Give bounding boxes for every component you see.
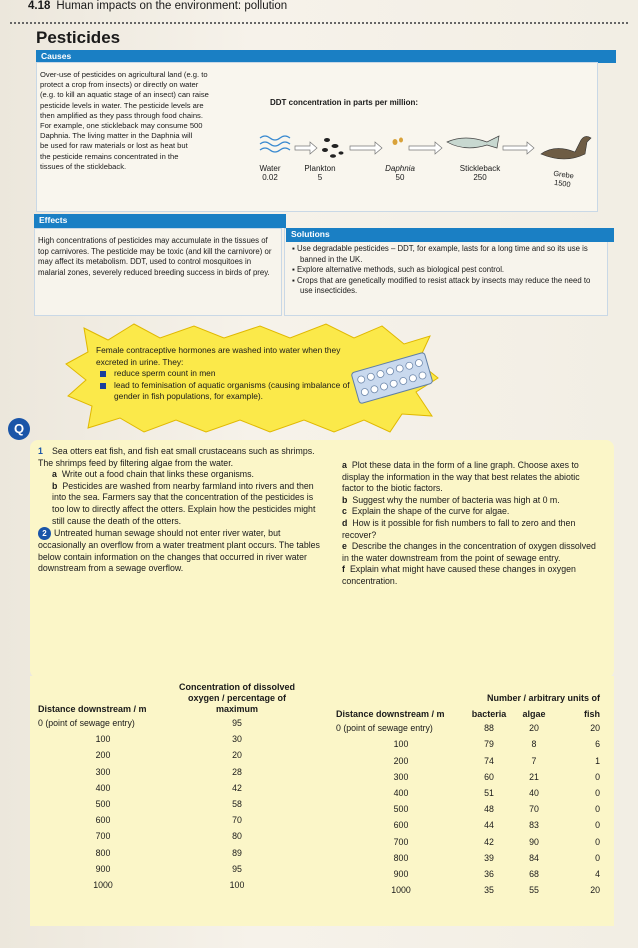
- causes-text: [40, 70, 272, 172]
- table-cell: 600: [393, 820, 409, 831]
- solution-item: ▪ Use degradable pesticides – DDT, for example, lasts for a long time and so its use is banned in the UK.: [292, 244, 588, 264]
- table-cell: 400: [95, 782, 111, 793]
- questions-right-column: [342, 460, 604, 588]
- table-cell: 42: [484, 836, 494, 847]
- causes-line: Daphnia. The living matter in the Daphnia will: [40, 131, 193, 141]
- table-cell: 0 (point of sewage entry): [38, 718, 135, 729]
- ddt-title: DDT concentration in parts per million:: [270, 98, 419, 107]
- causes-line: then amplified as they pass through food chains.: [40, 110, 203, 120]
- table-cell: 200: [393, 755, 409, 766]
- table-row: [336, 834, 600, 850]
- hormones-intro: Female contraceptive hormones are washed into water when they excreted in urine. They:: [96, 345, 341, 367]
- table-row: [38, 877, 306, 893]
- arrow-icon: [503, 142, 534, 154]
- table-cell: 51: [484, 788, 494, 799]
- table-row: [336, 736, 600, 752]
- table-cell: 0: [595, 836, 600, 847]
- table-cell: 48: [484, 804, 494, 815]
- chain-label-stickleback: [450, 164, 510, 182]
- table-cell: 0 (point of sewage entry): [336, 723, 433, 734]
- table-cell: 1: [595, 755, 600, 766]
- table-cell: 83: [529, 820, 539, 831]
- table-cell: 100: [95, 734, 111, 745]
- question-2b: b Suggest why the number of bacteria was high at 0 m.: [342, 494, 560, 505]
- table-cell: 0: [595, 820, 600, 831]
- question-2e: e Describe the changes in the concentration of oxygen dissolved in the water downstream from the point of sewage entry.: [342, 541, 596, 563]
- hormones-bullet: lead to feminisation of aquatic organisms (causing imbalance of gender in fish populations, for example).: [96, 380, 356, 403]
- table-header: Concentration of dissolved oxygen / percentage of maximum: [178, 682, 295, 714]
- chain-value: 0.02: [262, 173, 278, 182]
- table-cell: 40: [529, 788, 539, 799]
- question-2a: a Plot these data in the form of a line graph. Choose axes to display the information in the way that best relates the abiotic factor to the biotic factors.: [342, 460, 580, 494]
- table-cell: 88: [484, 723, 494, 734]
- table-row: [38, 780, 306, 796]
- table-row: [336, 801, 600, 817]
- table-cell: 6: [595, 739, 600, 750]
- chain-name: Daphnia: [385, 164, 415, 173]
- table-cell: 400: [393, 788, 409, 799]
- question-2c: c Explain the shape of the curve for algae.: [342, 506, 510, 517]
- question-2: [38, 527, 320, 575]
- chain-name: Stickleback: [459, 164, 501, 173]
- table-row: [38, 715, 306, 731]
- oxygen-table: [38, 682, 306, 893]
- causes-line: be used for raw materials or lost as heat but: [40, 141, 188, 151]
- page-header: [28, 0, 287, 16]
- table-cell: 36: [484, 868, 494, 879]
- table-cell: 20: [529, 723, 539, 734]
- table-row: [336, 720, 600, 736]
- question-number: 2: [38, 527, 51, 540]
- table-cell: 0: [595, 804, 600, 815]
- section-number: 4.18: [28, 0, 51, 12]
- solutions-tag: Solutions: [286, 228, 614, 242]
- chain-label-daphnia: [370, 164, 430, 182]
- solution-text: Crops that are genetically modified to resist attack by insects may reduce the need to use insecticides.: [296, 275, 591, 296]
- section-title: Pesticides: [36, 28, 121, 47]
- question-text: Plot these data in the form of a line graph. Choose axes to display the information in the way that best relates the abiotic factor to the biotic factors.: [342, 460, 580, 494]
- causes-tag: Causes: [36, 50, 616, 63]
- table-row: [336, 785, 600, 801]
- hormones-bullet: reduce sperm count in men: [96, 368, 356, 380]
- table-cell: 20: [590, 723, 600, 734]
- chain-value: 1500: [553, 177, 572, 190]
- table-cell: 68: [529, 868, 539, 879]
- causes-line: For example, one stickleback may consume 500: [40, 121, 203, 131]
- question-text: Pesticides are washed from nearby farmland into rivers and then into the sea. Farmers say that the concentration of the pesticides is too low to directly affect the otters. Explain how the pesticides might still cause the death of the otters.: [52, 480, 316, 526]
- table-cell: 80: [232, 831, 242, 842]
- effects-text: High concentrations of pesticides may accumulate in the tissues of top carnivores. The pesticide may be toxic (and kill the carnivore) or may affect its metabolism. DDT, used to control mosquitoes in malarial zones, severely reduced breeding success in birds of prey.: [38, 236, 272, 277]
- table-group-header: Number / arbitrary units of: [486, 693, 600, 703]
- header-divider: [10, 22, 628, 24]
- table-cell: 800: [95, 847, 111, 858]
- chain-value: 5: [317, 173, 323, 182]
- solution-text: Explore alternative methods, such as biological pest control.: [296, 265, 505, 275]
- table-row: [336, 866, 600, 882]
- question-stem: Untreated human sewage should not enter river water, but occasionally an overflow from a water treatment plant occurs. The tables below contain information on the changes that occurred in river water downstream from a sewage overflow.: [38, 528, 320, 574]
- table-cell: 1000: [93, 879, 113, 890]
- solution-text: Use degradable pesticides – DDT, for example, lasts for a long time and so its use is banned in the UK.: [296, 244, 588, 264]
- table-row: [38, 812, 306, 828]
- table-cell: 89: [232, 847, 242, 858]
- table-cell: 70: [529, 804, 539, 815]
- table-cell: 30: [232, 734, 242, 745]
- table-cell: 7: [531, 755, 537, 766]
- table-cell: 100: [393, 739, 409, 750]
- table-cell: 900: [95, 863, 111, 874]
- solution-item: ▪ Explore alternative methods, such as biological pest control.: [292, 265, 505, 275]
- chain-name: Water: [259, 164, 281, 173]
- effects-tag: Effects: [34, 214, 286, 228]
- table-cell: 74: [484, 755, 494, 766]
- table-cell: 900: [393, 868, 409, 879]
- plankton-icon: [322, 138, 344, 158]
- chain-name: Grebe: [552, 168, 575, 181]
- question-1b: b Pesticides are washed from nearby farmland into rivers and then into the sea. Farmers say that the concentration of the pesticides is too low to directly affect the otters. Explain how the pesticides might still cause the death of the otters.: [52, 480, 316, 526]
- table-cell: 1000: [391, 885, 411, 896]
- question-text: Explain the shape of the curve for algae.: [351, 506, 510, 517]
- table-cell: 300: [95, 766, 111, 777]
- table-cell: 500: [393, 804, 409, 815]
- table-cell: 21: [529, 771, 539, 782]
- arrow-icon: [295, 142, 317, 154]
- table-cell: 55: [529, 885, 539, 896]
- table-row: [336, 753, 600, 769]
- table-cell: 39: [484, 852, 494, 863]
- table-cell: 79: [484, 739, 494, 750]
- question-1a: a Write out a food chain that links these organisms.: [52, 469, 254, 480]
- table-row: [336, 882, 600, 898]
- table-header: bacteria: [471, 709, 507, 720]
- chapter-title: Human impacts on the environment: pollution: [56, 0, 288, 12]
- arrow-icon: [350, 142, 382, 154]
- table-cell: 58: [232, 799, 242, 810]
- hormones-text: [96, 345, 356, 403]
- table-row: [38, 731, 306, 747]
- table-row: [38, 796, 306, 812]
- table-cell: 300: [393, 771, 409, 782]
- question-number: 1: [38, 446, 43, 456]
- table-cell: 70: [232, 815, 242, 826]
- table-cell: 500: [95, 799, 111, 810]
- table-cell: 0: [595, 788, 600, 799]
- question-text: Explain what might have caused these changes in oxygen concentration.: [342, 564, 576, 586]
- table-header: algae: [522, 709, 546, 720]
- table-row: [38, 845, 306, 861]
- table-cell: 60: [484, 771, 494, 782]
- chain-name: Plankton: [304, 164, 336, 173]
- causes-line: Over-use of pesticides on agricultural land (e.g. to: [40, 70, 208, 79]
- arrow-icon: [409, 142, 442, 154]
- table-cell: 28: [232, 766, 242, 777]
- table-cell: 95: [232, 863, 242, 874]
- question-2f: f Explain what might have caused these changes in oxygen concentration.: [342, 564, 576, 586]
- table-cell: 44: [484, 820, 494, 831]
- table-cell: 0: [595, 852, 600, 863]
- table-cell: 800: [393, 852, 409, 863]
- table-cell: 4: [595, 868, 600, 879]
- table-row: [336, 850, 600, 866]
- question-2d: d How is it possible for fish numbers to fall to zero and then recover?: [342, 517, 576, 540]
- causes-line: pesticide levels in water. The pesticide levels are: [40, 100, 204, 110]
- table-row: [336, 769, 600, 785]
- table-cell: 100: [229, 879, 245, 890]
- chain-value: 250: [473, 173, 487, 182]
- table-row: [38, 828, 306, 844]
- question-text: Describe the changes in the concentration of oxygen dissolved in the water downstream from the point of sewage entry.: [342, 541, 596, 563]
- water-icon: [260, 136, 290, 152]
- table-cell: 200: [95, 750, 111, 761]
- causes-line: the pesticide remains concentrated in the: [40, 151, 179, 161]
- daphnia-icon: [393, 138, 404, 146]
- question-text: How is it possible for fish numbers to fall to zero and then recover?: [342, 517, 576, 540]
- table-row: [38, 764, 306, 780]
- chain-label-plankton: [290, 164, 350, 182]
- causes-line: (e.g. to kill an aquatic stage of an insect) can raise: [40, 90, 209, 100]
- solutions-list: [292, 244, 602, 297]
- table-cell: 8: [531, 739, 537, 750]
- table-cell: 20: [590, 885, 600, 896]
- causes-line: tissues of the stickleback.: [40, 161, 127, 171]
- table-cell: 700: [95, 831, 111, 842]
- question-1: [38, 446, 320, 469]
- table-cell: 0: [595, 771, 600, 782]
- table-cell: 600: [95, 815, 111, 826]
- question-text: Suggest why the number of bacteria was high at 0 m.: [352, 494, 560, 505]
- grebe-icon: [541, 136, 591, 159]
- pill-pack-icon: [348, 352, 436, 404]
- solution-item: ▪ Crops that are genetically modified to resist attack by insects may reduce the need to use insecticides.: [292, 275, 591, 296]
- organisms-table: [336, 690, 600, 898]
- table-row: [336, 817, 600, 833]
- table-header: fish: [583, 709, 600, 720]
- table-cell: 20: [232, 750, 242, 761]
- table-header: Distance downstream / m: [336, 709, 445, 720]
- question-text: Write out a food chain that links these organisms.: [61, 469, 254, 480]
- table-cell: 95: [232, 718, 242, 729]
- causes-line: protect a crop from insects) or directly on water: [40, 80, 199, 90]
- table-cell: 35: [484, 885, 494, 896]
- chain-value: 50: [395, 173, 405, 182]
- questions-left-column: [38, 446, 320, 575]
- question-icon: Q: [8, 418, 30, 440]
- table-cell: 90: [529, 836, 539, 847]
- question-stem: Sea otters eat fish, and fish eat small crustaceans such as shrimps. The shrimps feed by filtering algae from the water.: [38, 446, 315, 468]
- table-row: [38, 861, 306, 877]
- table-cell: 42: [232, 782, 242, 793]
- table-cell: 84: [529, 852, 539, 863]
- table-row: [38, 747, 306, 763]
- stickleback-icon: [447, 136, 499, 148]
- table-cell: 700: [393, 836, 409, 847]
- table-header: Distance downstream / m: [38, 704, 147, 714]
